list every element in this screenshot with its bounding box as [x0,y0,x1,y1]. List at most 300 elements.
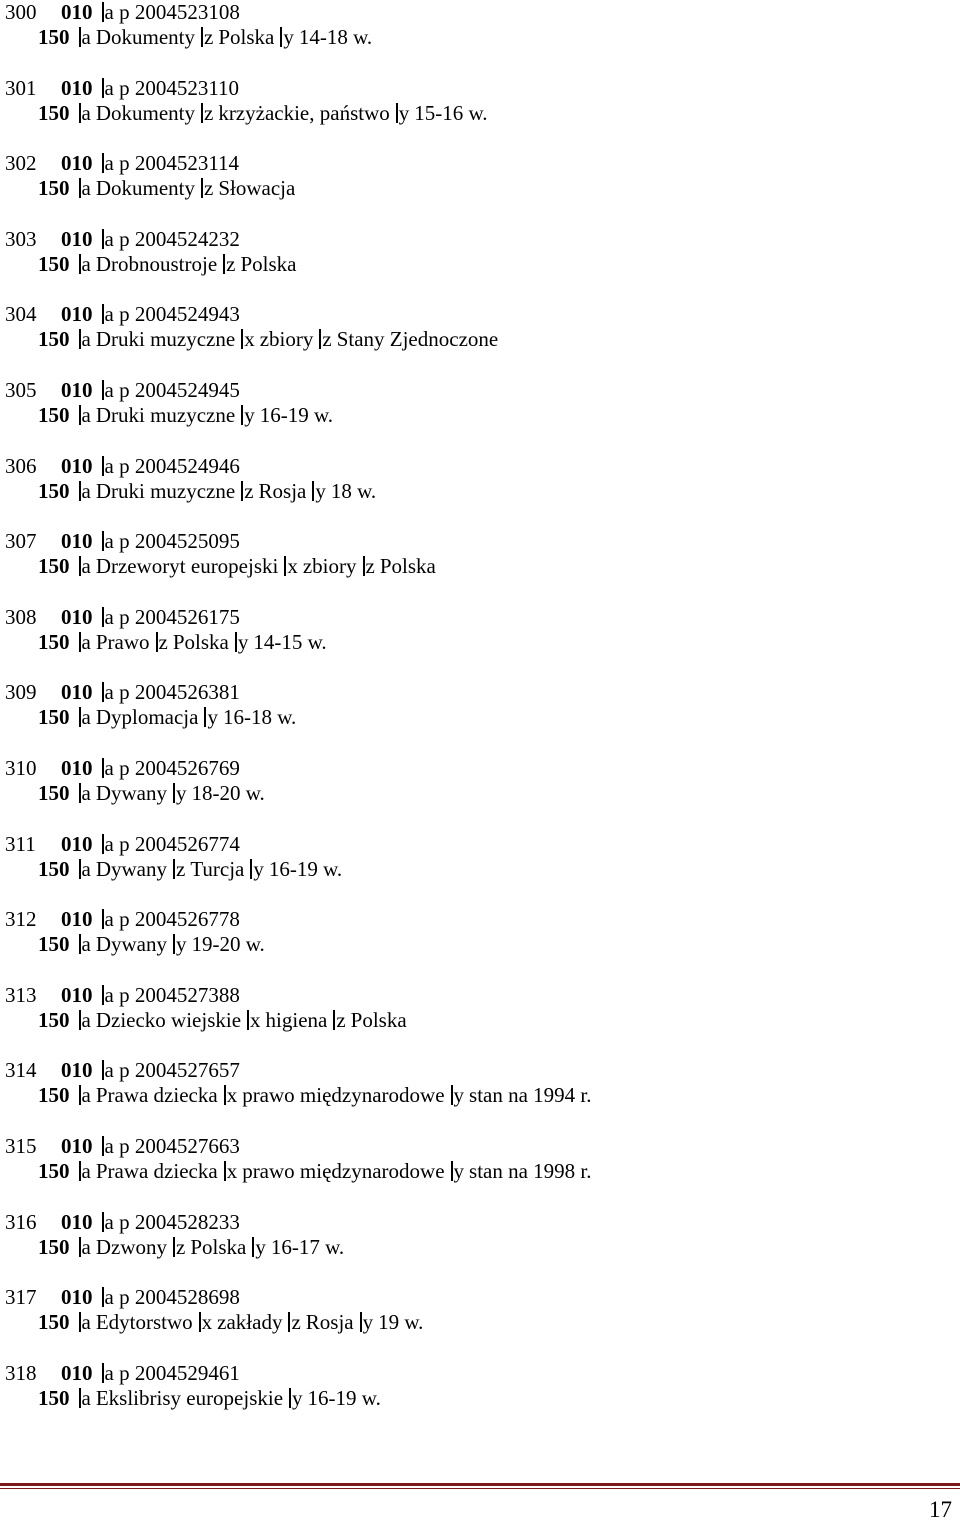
record-entry [5,151,960,227]
field-tag-150: 150 [38,1007,70,1032]
record-entry [5,605,960,681]
control-number: a p 2004527388 [104,982,240,1007]
subfield-text: Polska [218,25,275,49]
record-heading-line [5,252,297,276]
record-entry [5,76,960,152]
subfield-delimiter [102,531,104,551]
subfield-text: Ekslibrisy europejskie [95,1385,284,1410]
subfield-text: Edytorstwo [95,1310,193,1335]
subfield-delimiter [451,1085,453,1105]
subfield-text: stan na 1994 r. [469,1083,592,1108]
field-tag-150: 150 [38,1083,70,1108]
record-control-line [5,832,240,856]
record-number: 313 [5,982,37,1007]
subfield-delimiter [79,556,81,576]
subfield-delimiter [79,329,81,349]
subfield-code: a [81,1234,91,1259]
subfield-text: zakłady [217,1310,283,1335]
subfield-code: a [81,251,91,276]
subfield-code: a [81,100,91,125]
subfield-delimiter [102,1287,104,1307]
subfield-code: z [291,1310,301,1335]
subfield-delimiter [79,103,81,123]
record-number: 304 [5,302,37,327]
record-heading-line [5,403,333,427]
record-number: 303 [5,226,37,251]
subfield-delimiter [79,934,81,954]
record-control-line [5,76,239,100]
subfield-code: a [81,402,91,427]
subfield-code: a [81,25,91,49]
subfield-text: Drobnoustroje [95,251,218,276]
subfield-delimiter [173,1237,175,1257]
control-number: a p 2004526381 [104,680,240,705]
subfield-code: y [207,705,218,730]
record-number: 300 [5,0,37,24]
subfield-delimiter [363,556,365,576]
subfield-delimiter [102,682,104,702]
subfield-code: y [253,856,264,881]
subfield-text: 14-15 w. [253,629,327,654]
subfield-code: a [81,780,91,805]
subfield-code: a [81,554,91,579]
record-entry [5,680,960,756]
subfield-delimiter [79,1161,81,1181]
field-tag-010: 010 [61,604,93,629]
subfield-code: z [203,176,214,201]
subfield-text: Dziecko wiejskie [95,1007,242,1032]
subfield-text: Dokumenty [95,176,195,201]
field-tag-150: 150 [38,856,70,881]
subfield-code: a [81,327,91,352]
control-number: a p 2004529461 [104,1360,240,1385]
record-entry [5,1058,960,1134]
subfield-delimiter [102,758,104,778]
footer-rule-thin [0,1488,960,1489]
subfield-delimiter [102,834,104,854]
footer-rule [0,1483,960,1486]
record-control-line [5,1058,240,1082]
control-number: a p 2004528233 [104,1209,240,1234]
subfield-delimiter [252,1237,254,1257]
subfield-delimiter [396,103,398,123]
subfield-delimiter [79,1388,81,1408]
control-number: a p 2004526778 [104,907,240,932]
subfield-text: Rosja [305,1310,354,1335]
subfield-delimiter [241,329,243,349]
record-number: 302 [5,151,37,176]
subfield-delimiter [250,859,252,879]
field-tag-010: 010 [61,529,93,554]
subfield-delimiter [79,859,81,879]
record-control-line [5,680,240,704]
subfield-text: Dyplomacja [95,705,199,730]
record-heading-line [5,857,342,881]
page-number: 17 [929,1497,952,1522]
control-number: a p 2004524943 [104,302,240,327]
record-heading-line [5,101,488,125]
subfield-text: Rosja [258,478,307,503]
record-control-line [5,227,240,251]
subfield-delimiter [79,1312,81,1332]
subfield-text: krzyżackie, państwo [218,100,390,125]
subfield-delimiter [201,103,203,123]
record-list [5,0,960,1436]
subfield-code: x [201,1310,213,1335]
record-entry [5,529,960,605]
record-heading-line [5,630,327,654]
subfield-delimiter [284,556,286,576]
subfield-code: z [322,327,332,352]
field-tag-010: 010 [61,1360,93,1385]
record-control-line [5,1361,240,1385]
subfield-text: stan na 1998 r. [469,1158,592,1183]
field-tag-010: 010 [61,907,93,932]
record-control-line [5,151,239,175]
subfield-code: z [175,1234,186,1259]
record-number: 307 [5,529,37,554]
subfield-code: z [175,856,186,881]
record-entry [5,756,960,832]
record-control-line [5,983,240,1007]
field-tag-150: 150 [38,1234,70,1259]
control-number: a p 2004526769 [104,755,240,780]
record-number: 312 [5,907,37,932]
subfield-text: higiena [265,1007,328,1032]
subfield-delimiter [241,481,243,501]
subfield-delimiter [223,254,225,274]
subfield-text: Dywany [95,780,167,805]
record-number: 309 [5,680,37,705]
subfield-code: x [250,1007,261,1032]
subfield-code: y [283,25,294,49]
subfield-code: a [81,1385,91,1410]
record-control-line [5,0,240,24]
field-tag-150: 150 [38,25,70,49]
subfield-code: y [362,1310,374,1335]
field-tag-010: 010 [61,831,93,856]
subfield-text: Polska [350,1007,407,1032]
control-number: a p 2004526175 [104,604,240,629]
control-number: a p 2004528698 [104,1285,240,1310]
control-number: a p 2004526774 [104,831,240,856]
record-entry [5,1134,960,1210]
subfield-text: 16-17 w. [270,1234,345,1259]
subfield-text: Dywany [95,856,167,881]
subfield-code: x [226,1158,238,1183]
subfield-delimiter [241,405,243,425]
subfield-text: 19 w. [378,1310,424,1335]
subfield-code: y [175,932,187,957]
subfield-code: y [453,1158,465,1183]
subfield-code: a [81,932,91,957]
subfield-code: x [226,1083,238,1108]
record-heading-line [5,1386,381,1410]
field-tag-150: 150 [38,1385,70,1410]
subfield-code: a [81,856,91,881]
subfield-code: z [203,25,214,49]
control-number: a p 2004527657 [104,1058,240,1083]
subfield-delimiter [289,1388,291,1408]
record-heading-line [5,1235,344,1259]
subfield-code: z [244,478,254,503]
subfield-code: a [81,705,91,730]
subfield-delimiter [199,1312,201,1332]
subfield-delimiter [102,2,104,22]
control-number: a p 2004527663 [104,1133,240,1158]
record-heading-line [5,1310,423,1334]
field-tag-150: 150 [38,478,70,503]
record-heading-line [5,176,295,200]
subfield-code: y [175,780,187,805]
control-number: a p 2004523110 [104,75,240,100]
subfield-delimiter [247,1010,249,1030]
subfield-text: Drzeworyt europejski [95,554,279,579]
subfield-delimiter [451,1161,453,1181]
subfield-delimiter [79,1010,81,1030]
field-tag-150: 150 [38,780,70,805]
subfield-text: 14-18 w. [298,25,373,49]
subfield-delimiter [173,783,175,803]
subfield-delimiter [79,405,81,425]
field-tag-150: 150 [38,1310,70,1335]
subfield-text: Stany Zjednoczone [336,327,499,352]
subfield-code: z [203,100,214,125]
subfield-text: 16-19 w. [307,1385,381,1410]
field-tag-150: 150 [38,100,70,125]
subfield-delimiter [224,1085,226,1105]
field-tag-150: 150 [38,327,70,352]
record-heading-line [5,554,436,578]
record-heading-line [5,25,372,49]
record-number: 318 [5,1360,37,1385]
subfield-delimiter [79,1085,81,1105]
subfield-delimiter [79,178,81,198]
record-control-line [5,756,240,780]
record-entry [5,1210,960,1286]
record-entry [5,378,960,454]
subfield-code: y [453,1083,465,1108]
field-tag-010: 010 [61,226,93,251]
subfield-delimiter [280,27,282,47]
field-tag-150: 150 [38,554,70,579]
record-number: 310 [5,755,37,780]
subfield-text: Prawo [95,629,150,654]
subfield-text: Prawa dziecka [95,1083,218,1108]
record-heading-line [5,327,498,351]
record-control-line [5,907,240,931]
record-entry [5,0,960,76]
record-number: 315 [5,1133,37,1158]
subfield-code: z [365,554,375,579]
record-entry [5,983,960,1059]
record-control-line [5,1210,240,1234]
field-tag-150: 150 [38,705,70,730]
record-number: 317 [5,1285,37,1310]
subfield-text: Polska [240,251,297,276]
subfield-delimiter [201,178,203,198]
subfield-text: Dokumenty [95,100,195,125]
field-tag-150: 150 [38,629,70,654]
field-tag-010: 010 [61,75,93,100]
control-number: a p 2004524945 [104,377,240,402]
subfield-code: y [315,478,326,503]
field-tag-010: 010 [61,151,93,176]
subfield-code: y [237,629,249,654]
record-control-line [5,1134,240,1158]
subfield-delimiter [79,707,81,727]
subfield-delimiter [102,229,104,249]
record-number: 311 [5,831,36,856]
field-tag-150: 150 [38,251,70,276]
subfield-text: Druki muzyczne [95,478,236,503]
field-tag-150: 150 [38,1158,70,1183]
record-control-line [5,605,240,629]
subfield-text: Dokumenty [95,25,195,49]
control-number: a p 2004525095 [104,529,240,554]
control-number: a p 2004523108 [104,0,240,24]
subfield-delimiter [360,1312,362,1332]
record-heading-line [5,1083,592,1107]
field-tag-010: 010 [61,1209,93,1234]
record-heading-line [5,705,296,729]
subfield-delimiter [173,859,175,879]
subfield-delimiter [173,934,175,954]
record-entry [5,227,960,303]
subfield-delimiter [102,1212,104,1232]
subfield-delimiter [224,1161,226,1181]
subfield-code: z [226,251,236,276]
subfield-delimiter [102,1060,104,1080]
subfield-delimiter [79,1237,81,1257]
subfield-delimiter [288,1312,290,1332]
record-number: 314 [5,1058,37,1083]
subfield-delimiter [319,329,321,349]
subfield-delimiter [79,481,81,501]
record-entry [5,907,960,983]
subfield-text: Dzwony [95,1234,167,1259]
subfield-text: Prawa dziecka [95,1158,218,1183]
subfield-code: a [81,1158,91,1183]
subfield-code: z [158,629,168,654]
subfield-delimiter [79,254,81,274]
subfield-text: Dywany [95,932,167,957]
record-control-line [5,454,240,478]
record-number: 306 [5,453,37,478]
control-number: a p 2004524232 [104,226,240,251]
subfield-delimiter [102,607,104,627]
field-tag-010: 010 [61,0,93,24]
record-number: 301 [5,75,37,100]
field-tag-150: 150 [38,402,70,427]
field-tag-010: 010 [61,755,93,780]
subfield-text: Polska [172,629,229,654]
subfield-code: a [81,1007,91,1032]
subfield-delimiter [79,783,81,803]
subfield-text: 15-16 w. [414,100,488,125]
record-control-line [5,1285,240,1309]
subfield-delimiter [102,456,104,476]
record-entry [5,454,960,530]
record-heading-line [5,781,265,805]
subfield-text: 18 w. [330,478,377,503]
subfield-delimiter [156,632,158,652]
record-heading-line [5,1159,592,1183]
subfield-text: 16-18 w. [222,705,297,730]
subfield-text: 16-19 w. [259,402,333,427]
subfield-code: a [81,1083,91,1108]
field-tag-150: 150 [38,932,70,957]
record-number: 305 [5,377,37,402]
field-tag-010: 010 [61,453,93,478]
subfield-text: prawo międzynarodowe [242,1083,445,1108]
control-number: a p 2004523114 [104,151,240,176]
subfield-text: 18-20 w. [191,780,265,805]
subfield-delimiter [102,153,104,173]
record-number: 308 [5,604,37,629]
subfield-code: a [81,176,91,201]
control-number: a p 2004524946 [104,453,240,478]
subfield-delimiter [102,380,104,400]
subfield-code: y [244,402,255,427]
record-number: 316 [5,1209,37,1234]
subfield-delimiter [102,304,104,324]
field-tag-150: 150 [38,176,70,201]
record-entry [5,1285,960,1361]
subfield-code: a [81,1310,91,1335]
subfield-code: x [287,554,298,579]
subfield-delimiter [79,632,81,652]
subfield-delimiter [333,1010,335,1030]
record-heading-line [5,1008,407,1032]
subfield-code: y [398,100,410,125]
subfield-code: y [255,1234,266,1259]
subfield-code: x [244,327,255,352]
record-entry [5,302,960,378]
field-tag-010: 010 [61,1133,93,1158]
record-heading-line [5,479,376,503]
subfield-delimiter [201,27,203,47]
subfield-text: zbiory [302,554,357,579]
subfield-delimiter [204,707,206,727]
subfield-delimiter [102,1136,104,1156]
subfield-text: zbiory [259,327,314,352]
subfield-delimiter [102,985,104,1005]
field-tag-010: 010 [61,982,93,1007]
subfield-code: z [336,1007,346,1032]
subfield-text: 19-20 w. [191,932,265,957]
record-control-line [5,378,240,402]
subfield-delimiter [102,78,104,98]
subfield-text: Druki muzyczne [95,402,236,427]
record-entry [5,832,960,908]
record-heading-line [5,932,265,956]
record-entry [5,1361,960,1437]
subfield-text: Słowacja [218,176,296,201]
subfield-text: Polska [379,554,436,579]
field-tag-010: 010 [61,302,93,327]
subfield-delimiter [102,909,104,929]
subfield-text: prawo międzynarodowe [242,1158,445,1183]
subfield-delimiter [312,481,314,501]
subfield-delimiter [235,632,237,652]
subfield-text: Polska [190,1234,247,1259]
subfield-delimiter [102,1363,104,1383]
subfield-code: a [81,478,91,503]
subfield-text: Turcja [190,856,245,881]
subfield-delimiter [79,27,81,47]
field-tag-010: 010 [61,1058,93,1083]
